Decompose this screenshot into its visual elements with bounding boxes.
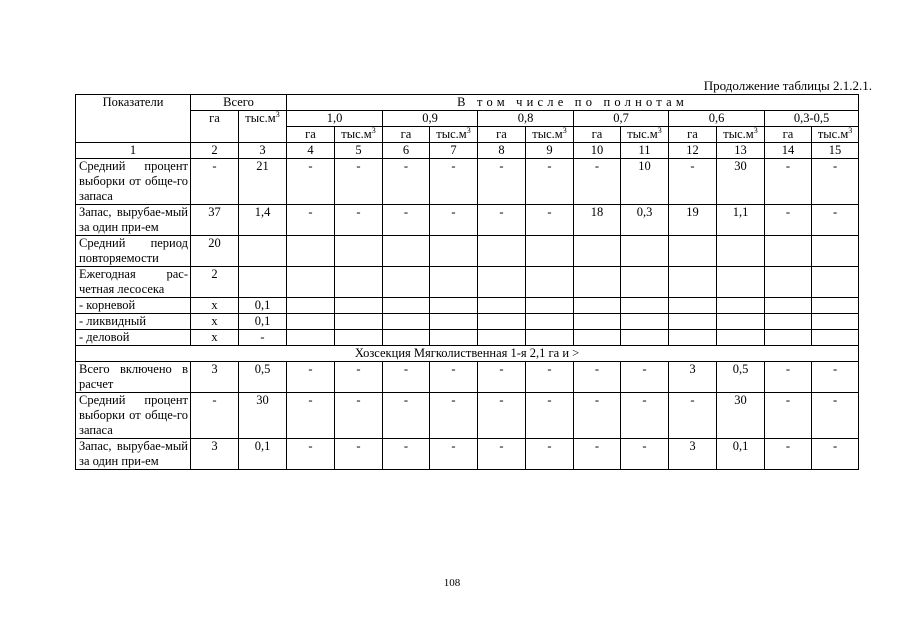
- table-cell: [574, 298, 621, 314]
- table-cell: 21: [239, 159, 287, 205]
- table-cell: [526, 298, 574, 314]
- table-cell: [669, 267, 717, 298]
- table-cell: -: [574, 393, 621, 439]
- table-cell: -: [812, 393, 859, 439]
- table-cell: 0,1: [239, 298, 287, 314]
- table-cell: [287, 330, 335, 346]
- column-number: 14: [765, 143, 812, 159]
- table-cell: [621, 330, 669, 346]
- column-number: 5: [335, 143, 383, 159]
- column-number: 4: [287, 143, 335, 159]
- ha-subheader: га: [765, 127, 812, 143]
- table-row: [76, 439, 859, 470]
- table-cell: 30: [717, 159, 765, 205]
- table-cell: 1,1: [717, 205, 765, 236]
- table-cell: [669, 314, 717, 330]
- thous-subheader: $тыс.м^3$: [621, 127, 669, 143]
- column-number: 10: [574, 143, 621, 159]
- table-cell: -: [765, 362, 812, 393]
- table-cell: [287, 236, 335, 267]
- table-row: [76, 205, 859, 236]
- table-cell: 2: [191, 267, 239, 298]
- column-number: 3: [239, 143, 287, 159]
- table-cell: [812, 236, 859, 267]
- table-cell: -: [191, 159, 239, 205]
- table-cell: [574, 314, 621, 330]
- table-cell: 0,5: [717, 362, 765, 393]
- table-cell: [526, 267, 574, 298]
- density-header: 1,0: [287, 111, 383, 127]
- table-cell: -: [287, 393, 335, 439]
- table-cell: -: [430, 362, 478, 393]
- table-cell: [430, 314, 478, 330]
- table-cell: [383, 314, 430, 330]
- table-cell: -: [287, 205, 335, 236]
- indicators-header: Показатели: [76, 95, 191, 143]
- table-cell: -: [335, 159, 383, 205]
- table-cell: х: [191, 298, 239, 314]
- table-cell: [765, 330, 812, 346]
- column-number: 12: [669, 143, 717, 159]
- total-thous-header: $тыс.м^3$: [239, 111, 287, 143]
- table-cell: 30: [717, 393, 765, 439]
- table-cell: [765, 267, 812, 298]
- column-number: 11: [621, 143, 669, 159]
- table-cell: [621, 314, 669, 330]
- table-cell: [526, 236, 574, 267]
- table-cell: [335, 236, 383, 267]
- table-cell: -: [383, 439, 430, 470]
- table-cell: [478, 236, 526, 267]
- row-label: Запас, вырубае-мый за один при-ем: [76, 205, 191, 236]
- column-number: 7: [430, 143, 478, 159]
- table-cell: -: [765, 159, 812, 205]
- header-row-1: [76, 95, 859, 111]
- table-cell: -: [574, 439, 621, 470]
- table-row: [76, 298, 859, 314]
- table-cell: -: [669, 393, 717, 439]
- table-cell: -: [765, 205, 812, 236]
- table-cell: [812, 330, 859, 346]
- table-cell: [526, 330, 574, 346]
- table-cell: 3: [191, 362, 239, 393]
- table-cell: -: [669, 159, 717, 205]
- table-cell: [621, 298, 669, 314]
- table-cell: -: [191, 393, 239, 439]
- table-cell: [669, 236, 717, 267]
- table-cell: [383, 236, 430, 267]
- table-cell: [717, 314, 765, 330]
- table-row: [76, 159, 859, 205]
- table-cell: -: [526, 362, 574, 393]
- table-cell: -: [812, 205, 859, 236]
- ha-subheader: га: [478, 127, 526, 143]
- column-number-row: [76, 143, 859, 159]
- table-cell: 3: [669, 362, 717, 393]
- table-cell: 0,1: [717, 439, 765, 470]
- table-cell: [717, 330, 765, 346]
- table-cell: -: [478, 393, 526, 439]
- table-cell: -: [287, 159, 335, 205]
- row-label: - деловой: [76, 330, 191, 346]
- ha-subheader: га: [669, 127, 717, 143]
- table-cell: -: [765, 393, 812, 439]
- table-cell: -: [621, 393, 669, 439]
- table-cell: [812, 314, 859, 330]
- table-cell: 3: [669, 439, 717, 470]
- table-cell: [765, 298, 812, 314]
- row-label: Средний процент выборки от обще-го запаса: [76, 393, 191, 439]
- row-label: Средний процент выборки от обще-го запаса: [76, 159, 191, 205]
- table-cell: [478, 330, 526, 346]
- table-cell: -: [430, 159, 478, 205]
- density-header: 0,8: [478, 111, 574, 127]
- row-label: Средний период повторяемости: [76, 236, 191, 267]
- table-cell: 20: [191, 236, 239, 267]
- table-cell: [717, 236, 765, 267]
- table-cell: [669, 330, 717, 346]
- table-cell: [478, 298, 526, 314]
- table-cell: -: [430, 393, 478, 439]
- table-cell: 1,4: [239, 205, 287, 236]
- row-label: - корневой: [76, 298, 191, 314]
- table-cell: [287, 314, 335, 330]
- table-row: [76, 267, 859, 298]
- table-cell: [335, 298, 383, 314]
- table-cell: [621, 236, 669, 267]
- table-cell: -: [383, 205, 430, 236]
- table-cell: -: [621, 362, 669, 393]
- table-cell: [765, 314, 812, 330]
- table-cell: [239, 267, 287, 298]
- table-cell: [812, 267, 859, 298]
- row-label: Ежегодная рас-четная лесосека: [76, 267, 191, 298]
- table-cell: [430, 267, 478, 298]
- column-number: 6: [383, 143, 430, 159]
- table-cell: -: [812, 159, 859, 205]
- table-cell: 0,1: [239, 439, 287, 470]
- row-label: Всего включено в расчет: [76, 362, 191, 393]
- table-cell: [717, 267, 765, 298]
- row-label: - ликвидный: [76, 314, 191, 330]
- table-cell: [526, 314, 574, 330]
- section-row: [76, 346, 859, 362]
- table-cell: 19: [669, 205, 717, 236]
- table-cell: -: [430, 439, 478, 470]
- table-cell: [335, 314, 383, 330]
- table-cell: 0,5: [239, 362, 287, 393]
- table-cell: [430, 298, 478, 314]
- page-number: 108: [443, 577, 461, 589]
- table-cell: [812, 298, 859, 314]
- table-cell: -: [621, 439, 669, 470]
- table-cell: [574, 267, 621, 298]
- table-cell: -: [383, 362, 430, 393]
- table-cell: -: [287, 362, 335, 393]
- table-cell: [287, 267, 335, 298]
- thous-subheader: $тыс.м^3$: [430, 127, 478, 143]
- table-cell: [430, 330, 478, 346]
- table-cell: [287, 298, 335, 314]
- total-ha-header: га: [191, 111, 239, 143]
- table-cell: -: [526, 439, 574, 470]
- table-cell: [669, 298, 717, 314]
- table-cell: 10: [621, 159, 669, 205]
- column-number: 1: [76, 143, 191, 159]
- density-header: 0,7: [574, 111, 669, 127]
- table-cell: [621, 267, 669, 298]
- ha-subheader: га: [574, 127, 621, 143]
- table-cell: [383, 298, 430, 314]
- total-header: Всего: [191, 95, 287, 111]
- table-cell: 3: [191, 439, 239, 470]
- table-cell: [430, 236, 478, 267]
- table-cell: -: [335, 205, 383, 236]
- table-cell: [478, 267, 526, 298]
- thous-subheader: $тыс.м^3$: [812, 127, 859, 143]
- column-number: 8: [478, 143, 526, 159]
- table-cell: -: [478, 362, 526, 393]
- table-cell: [239, 236, 287, 267]
- table-cell: х: [191, 330, 239, 346]
- table-cell: -: [478, 159, 526, 205]
- table-cell: -: [812, 439, 859, 470]
- table-cell: [574, 330, 621, 346]
- density-header: 0,6: [669, 111, 765, 127]
- table-cell: -: [478, 205, 526, 236]
- table-cell: 0,3: [621, 205, 669, 236]
- table-cell: -: [526, 393, 574, 439]
- thous-subheader: $тыс.м^3$: [335, 127, 383, 143]
- column-number: 9: [526, 143, 574, 159]
- table-cell: -: [574, 159, 621, 205]
- table-cell: -: [335, 362, 383, 393]
- table-cell: -: [383, 393, 430, 439]
- column-number: 13: [717, 143, 765, 159]
- table-cell: -: [478, 439, 526, 470]
- table-cell: 30: [239, 393, 287, 439]
- density-header: 0,3-0,5: [765, 111, 859, 127]
- table-row: [76, 314, 859, 330]
- table-cell: -: [335, 393, 383, 439]
- table-cell: -: [287, 439, 335, 470]
- column-number: 2: [191, 143, 239, 159]
- data-table: [75, 94, 859, 470]
- table-cell: -: [383, 159, 430, 205]
- table-cell: [383, 267, 430, 298]
- including-header: В том числе по полнотам: [287, 95, 859, 111]
- table-row: [76, 362, 859, 393]
- section-title: Хозсекция Мягколиственная 1-я 2,1 га и >: [76, 346, 859, 362]
- table-cell: [335, 267, 383, 298]
- density-header: 0,9: [383, 111, 478, 127]
- table-cell: -: [526, 205, 574, 236]
- table-cell: -: [812, 362, 859, 393]
- table-cell: [383, 330, 430, 346]
- table-cell: [574, 236, 621, 267]
- table-cell: [717, 298, 765, 314]
- table-cell: -: [765, 439, 812, 470]
- row-label: Запас, вырубае-мый за один при-ем: [76, 439, 191, 470]
- table-cell: -: [574, 362, 621, 393]
- thous-subheader: $тыс.м^3$: [717, 127, 765, 143]
- table-row: [76, 393, 859, 439]
- ha-subheader: га: [383, 127, 430, 143]
- table-cell: х: [191, 314, 239, 330]
- table-cell: -: [239, 330, 287, 346]
- ha-subheader: га: [287, 127, 335, 143]
- table-cell: 0,1: [239, 314, 287, 330]
- table-cell: 37: [191, 205, 239, 236]
- header-row-2: [76, 111, 859, 127]
- continuation-caption: Продолжение таблицы 2.1.2.1.: [703, 78, 872, 93]
- table-cell: -: [335, 439, 383, 470]
- thous-subheader: $тыс.м^3$: [526, 127, 574, 143]
- table-row: [76, 330, 859, 346]
- table-cell: -: [526, 159, 574, 205]
- column-number: 15: [812, 143, 859, 159]
- table-cell: [765, 236, 812, 267]
- table-cell: 18: [574, 205, 621, 236]
- table-cell: [335, 330, 383, 346]
- table-cell: -: [430, 205, 478, 236]
- table-cell: [478, 314, 526, 330]
- table-row: [76, 236, 859, 267]
